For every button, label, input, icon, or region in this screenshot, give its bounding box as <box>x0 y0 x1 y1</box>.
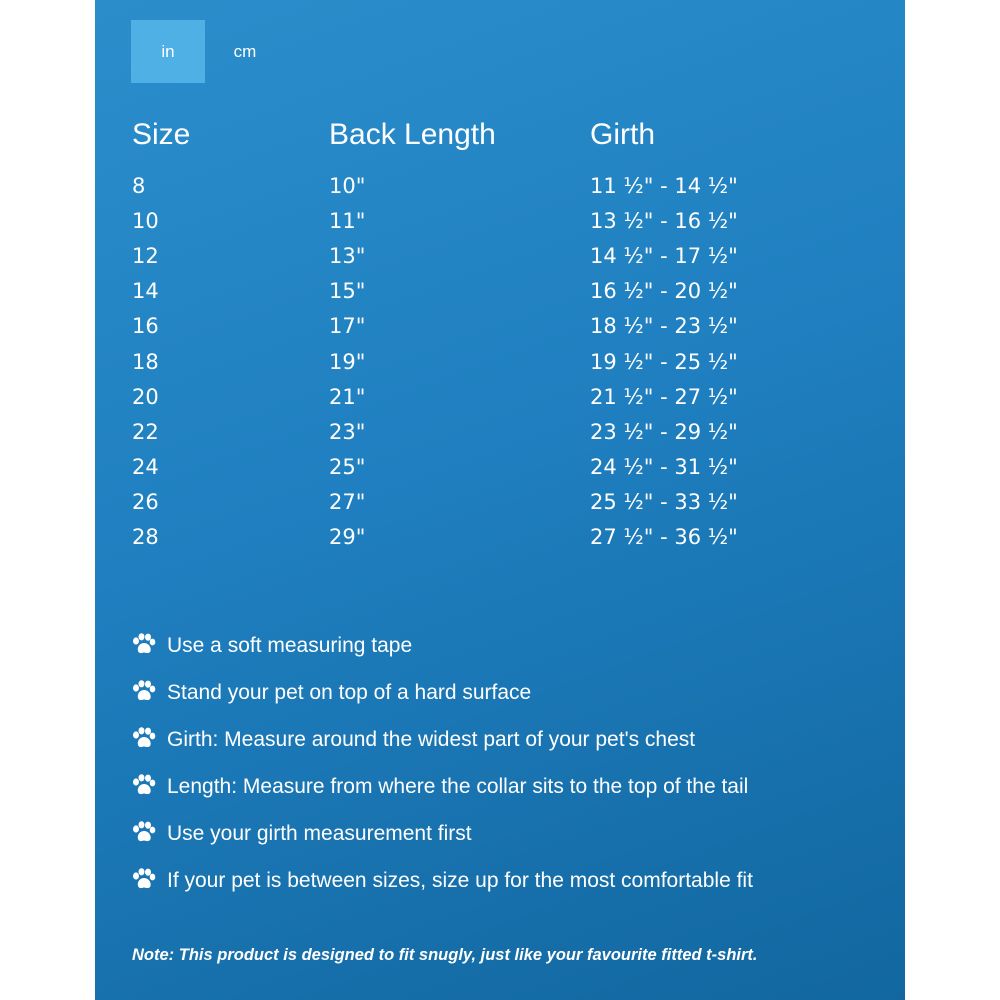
tip-text: Use a soft measuring tape <box>167 633 413 657</box>
girth-cell: 27 ½" - 36 ½" <box>590 525 738 550</box>
tip-text: Length: Measure from where the collar sits to the top of the tail <box>167 774 749 798</box>
table-row <box>132 274 852 309</box>
back-length-cell: 27" <box>329 490 366 515</box>
girth-cell: 25 ½" - 33 ½" <box>590 490 738 515</box>
girth-cell: 13 ½" - 16 ½" <box>590 208 738 233</box>
paw-icon <box>131 680 167 706</box>
size-cell: 18 <box>132 349 159 374</box>
table-row <box>132 485 852 520</box>
paw-icon <box>131 774 167 800</box>
back-length-cell: 23" <box>329 419 366 444</box>
girth-cell: 23 ½" - 29 ½" <box>590 419 738 444</box>
header-back-length: Back Length <box>329 118 496 151</box>
size-cell: 20 <box>132 384 159 409</box>
size-cell: 10 <box>132 208 159 233</box>
tip-text: Use your girth measurement first <box>167 821 472 845</box>
size-cell: 14 <box>132 279 159 304</box>
size-cell: 8 <box>132 173 146 198</box>
table-header <box>132 110 852 160</box>
fit-note: Note: This product is designed to fit snugly, just like your favourite fitted t-shirt. <box>132 946 758 964</box>
table-row <box>132 203 852 238</box>
table-row <box>132 520 852 555</box>
unit-inches-button[interactable]: in <box>131 20 205 83</box>
tip-text: If your pet is between sizes, size up for the most comfortable fit <box>167 868 753 892</box>
tip-item <box>131 857 871 904</box>
paw-icon <box>131 633 167 659</box>
girth-cell: 24 ½" - 31 ½" <box>590 455 738 480</box>
tip-text: Stand your pet on top of a hard surface <box>167 680 532 704</box>
girth-cell: 16 ½" - 20 ½" <box>590 279 738 304</box>
size-guide-panel <box>95 0 905 1000</box>
back-length-cell: 21" <box>329 384 366 409</box>
paw-icon <box>131 868 167 894</box>
size-cell: 28 <box>132 525 159 550</box>
table-row <box>132 344 852 379</box>
paw-icon <box>131 821 167 847</box>
table-row <box>132 450 852 485</box>
back-length-cell: 15" <box>329 279 366 304</box>
back-length-cell: 13" <box>329 243 366 268</box>
tip-item <box>131 622 871 669</box>
tip-item <box>131 669 871 716</box>
girth-cell: 14 ½" - 17 ½" <box>590 243 738 268</box>
table-row <box>132 168 852 203</box>
tip-item <box>131 810 871 857</box>
girth-cell: 11 ½" - 14 ½" <box>590 173 738 198</box>
size-cell: 24 <box>132 455 159 480</box>
header-size: Size <box>132 118 191 151</box>
unit-centimeters-button[interactable]: cm <box>233 41 257 61</box>
measuring-tips <box>131 622 871 904</box>
size-cell: 16 <box>132 314 159 339</box>
header-girth: Girth <box>590 118 656 151</box>
girth-cell: 19 ½" - 25 ½" <box>590 349 738 374</box>
tip-item <box>131 716 871 763</box>
size-cell: 22 <box>132 419 159 444</box>
size-cell: 26 <box>132 490 159 515</box>
size-table <box>132 110 852 555</box>
table-row <box>132 238 852 273</box>
table-body <box>132 168 852 555</box>
girth-cell: 18 ½" - 23 ½" <box>590 314 738 339</box>
tip-item <box>131 763 871 810</box>
back-length-cell: 25" <box>329 455 366 480</box>
back-length-cell: 19" <box>329 349 366 374</box>
back-length-cell: 11" <box>329 208 366 233</box>
back-length-cell: 10" <box>329 173 366 198</box>
size-cell: 12 <box>132 243 159 268</box>
back-length-cell: 17" <box>329 314 366 339</box>
unit-toggle <box>131 20 285 83</box>
table-row <box>132 379 852 414</box>
tip-text: Girth: Measure around the widest part of your pet's chest <box>167 727 696 751</box>
back-length-cell: 29" <box>329 525 366 550</box>
girth-cell: 21 ½" - 27 ½" <box>590 384 738 409</box>
table-row <box>132 309 852 344</box>
table-row <box>132 414 852 449</box>
paw-icon <box>131 727 167 753</box>
